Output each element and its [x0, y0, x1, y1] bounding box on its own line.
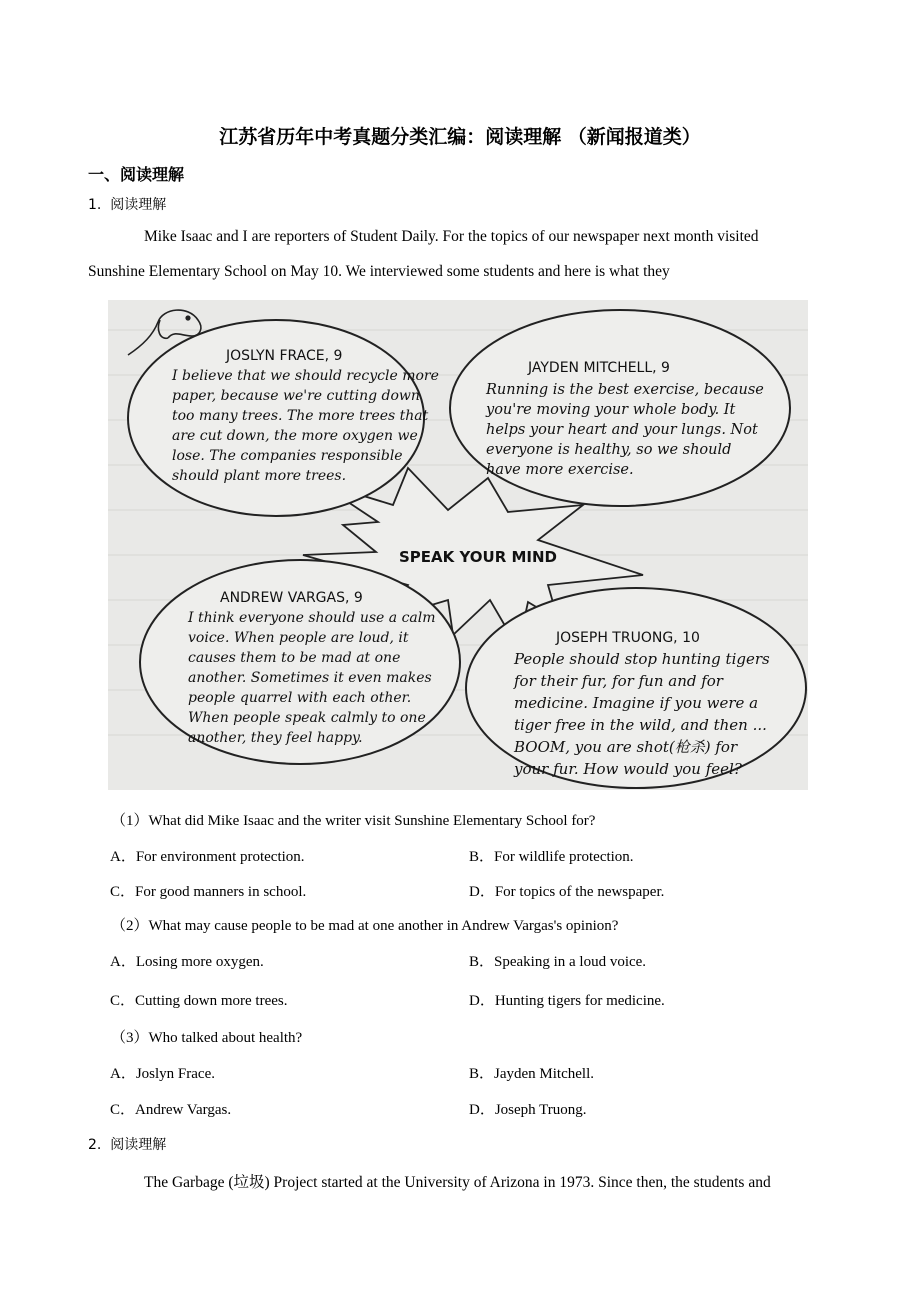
- bubble-line: too many trees. The more trees that: [172, 408, 429, 424]
- question-label: 阅读理解: [110, 197, 167, 213]
- bubble-line: for their fur, for fun and for: [514, 672, 723, 690]
- bubble-line: causes them to be mad at one: [188, 650, 401, 666]
- bubble-line: have more exercise.: [486, 462, 634, 478]
- question-label: 阅读理解: [110, 1137, 167, 1153]
- bubble-line: your fur. How would you feel?: [514, 760, 742, 778]
- bubble-line: another, they feel happy.: [188, 730, 363, 746]
- speak-your-mind-figure: [108, 300, 808, 790]
- figure-svg: [108, 300, 808, 790]
- bubble-line: I think everyone should use a calm: [188, 610, 436, 626]
- speak-your-mind-label: SPEAK YOUR MIND: [398, 548, 558, 566]
- passage-line: Mike Isaac and I are reporters of Student Daily. For the topics of our newspaper next month visited: [144, 228, 759, 245]
- svg-text:JOSEPH TRUONG, 10 Peop: [513, 628, 775, 778]
- answer-option[interactable]: C．For good manners in school.: [110, 884, 307, 900]
- answer-option[interactable]: B．Jayden Mitchell.: [469, 1066, 594, 1082]
- bubble-line: helps your heart and your lungs. Not: [486, 422, 758, 438]
- bubble-line: medicine. Imagine if you were a: [514, 694, 759, 712]
- question-number: 1.: [88, 197, 102, 213]
- answer-option[interactable]: A．Losing more oxygen.: [110, 954, 264, 970]
- bubble-name: JAYDEN MITCHELL, 9: [528, 360, 670, 376]
- answer-option[interactable]: A．Joslyn Frace.: [110, 1066, 215, 1082]
- bubble-line: you're moving your whole body. It: [486, 402, 736, 418]
- bubble-line: should plant more trees.: [172, 468, 347, 484]
- question-1-header: [88, 194, 166, 214]
- bubble-line: BOOM, you are shot(枪杀) for: [514, 738, 738, 756]
- bubble-line: When people speak calmly to one: [188, 710, 426, 726]
- passage-line: Sunshine Elementary School on May 10. We interviewed some students and here is what they: [88, 263, 670, 280]
- sub-question-stem: （2）What may cause people to be mad at one another in Andrew Vargas's opinion?: [111, 918, 619, 934]
- bubble-line: People should stop hunting tigers: [514, 650, 770, 668]
- bubble-name: JOSEPH TRUONG, 10: [556, 630, 700, 646]
- speech-bubble-jayden: [450, 310, 790, 506]
- bubble-line: everyone is healthy, so we should: [486, 442, 732, 458]
- bubble-line: are cut down, the more oxygen we: [172, 428, 418, 444]
- section-heading: 一、阅读理解: [88, 165, 185, 184]
- answer-option[interactable]: C．Andrew Vargas.: [110, 1102, 232, 1118]
- sub-question-stem: （3）Who talked about health?: [111, 1030, 303, 1046]
- question-2-header: [88, 1134, 166, 1154]
- bubble-line: paper, because we're cutting down: [172, 388, 420, 404]
- answer-option[interactable]: D．For topics of the newspaper.: [469, 884, 665, 900]
- bubble-name: ANDREW VARGAS, 9: [220, 590, 363, 606]
- speech-bubble-andrew: [140, 560, 460, 764]
- bubble-line: another. Sometimes it even makes: [188, 670, 432, 686]
- passage-line: The Garbage (垃圾) Project started at the University of Arizona in 1973. Since then, the students and: [144, 1174, 771, 1191]
- answer-option[interactable]: D．Joseph Truong.: [469, 1102, 587, 1118]
- answer-option[interactable]: D．Hunting tigers for medicine.: [469, 993, 665, 1009]
- speech-bubble-joslyn: [128, 320, 443, 516]
- speech-bubble-joseph: [466, 588, 806, 788]
- page-title: 江苏省历年中考真题分类汇编：阅读理解 （新闻报道类）: [219, 126, 701, 148]
- bubble-line: lose. The companies responsible: [172, 448, 403, 464]
- bubble-line: people quarrel with each other.: [188, 690, 412, 706]
- bubble-line: Running is the best exercise, because: [486, 382, 764, 398]
- answer-option[interactable]: A．For environment protection.: [110, 849, 305, 865]
- answer-option[interactable]: B．Speaking in a loud voice.: [469, 954, 647, 970]
- answer-option[interactable]: C．Cutting down more trees.: [110, 993, 288, 1009]
- svg-text:JOSLYN FRACE, 9 I beli: [171, 348, 443, 484]
- bubble-line: tiger free in the wild, and then ...: [514, 716, 767, 734]
- bubble-line: voice. When people are loud, it: [188, 630, 409, 646]
- answer-option[interactable]: B．For wildlife protection.: [469, 849, 634, 865]
- bubble-name: JOSLYN FRACE, 9: [226, 348, 343, 364]
- sub-question-stem: （1）What did Mike Isaac and the writer visit Sunshine Elementary School for?: [111, 813, 596, 829]
- bubble-line: I believe that we should recycle more: [172, 368, 439, 384]
- question-number: 2.: [88, 1137, 102, 1153]
